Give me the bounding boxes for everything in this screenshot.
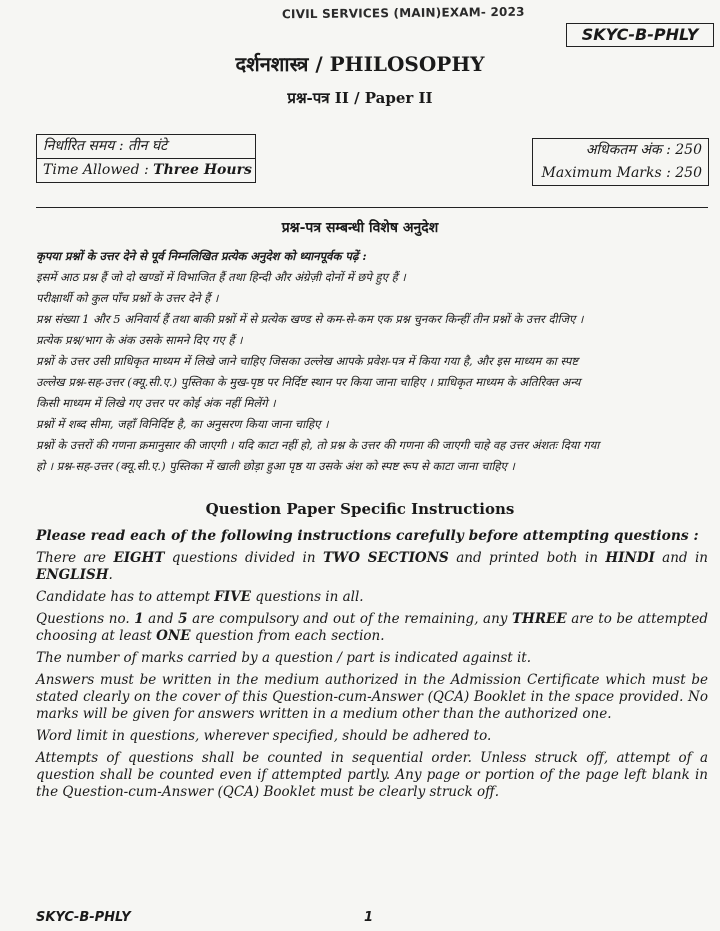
hindi-instruction-line: परीक्षार्थी को कुल पाँच प्रश्नों के उत्तर देने हैं ।	[36, 291, 219, 305]
english-instruction-item: Attempts of questions shall be counted in sequential order. Unless struck off, attempt of a question shall be counted even if attempted partly. Any page or portion of the page left blank in the Question-cum-Answer (QCA) Booklet must be clearly struck off.	[36, 750, 708, 800]
time-allowed-box	[36, 134, 256, 183]
english-instructions-heading: Question Paper Specific Instructions	[205, 500, 515, 518]
time-allowed-hindi: निर्धारित समय : तीन घंटे	[43, 138, 168, 154]
english-instruction-intro: Please read each of the following instructions carefully before attempting questions :	[36, 528, 699, 544]
time-allowed-english	[37, 158, 255, 182]
hindi-instructions	[36, 246, 710, 477]
english-instruction-item: Questions no. 1 and 5 are compulsory and out of the remaining, any THREE are to be attempted choosing at least ONE question from each section.	[36, 611, 708, 644]
maximum-marks-hindi: अधिकतम अंक : 250	[585, 142, 702, 158]
footer-paper-code: SKYC-B-PHLY	[36, 910, 131, 925]
subject-title: दर्शनशास्त्र / PHILOSOPHY	[235, 52, 485, 76]
english-instructions	[36, 528, 708, 806]
paper-code-box: SKYC-B-PHLY	[566, 23, 714, 47]
hindi-instruction-line: प्रश्नों के उत्तरों की गणना क्रमानुसार की जाएगी । यदि काटा नहीं हो, तो प्रश्न के उत्तर की गणना की जाएगी चाहे वह उत्तर अंशतः दिया गया	[36, 438, 600, 452]
hindi-instruction-line: कृपया प्रश्नों के उत्तर देने से पूर्व निम्नलिखित प्रत्येक अनुदेश को ध्यानपूर्वक पढ़ें :	[36, 249, 367, 263]
english-instruction-item: The number of marks carried by a question / part is indicated against it.	[36, 650, 532, 666]
english-instruction-item: There are EIGHT questions divided in TWO SECTIONS and printed both in HINDI and in ENGLISH.	[36, 550, 708, 583]
time-allowed-label: Time Allowed :	[43, 162, 154, 178]
header-divider	[36, 207, 708, 208]
hindi-instruction-line: प्रश्नों के उत्तर उसी प्राधिकृत माध्यम में लिखे जाने चाहिए जिसका उल्लेख आपके प्रवेश-पत्र में किया गया है, और इस माध्यम का स्पष्ट	[36, 354, 579, 368]
hindi-instruction-line: प्रश्नों में शब्द सीमा, जहाँ विनिर्दिष्ट है, का अनुसरण किया जाना चाहिए ।	[36, 417, 329, 431]
page-number: 1	[364, 910, 374, 925]
hindi-instruction-line: इसमें आठ प्रश्न हैं जो दो खण्डों में विभाजित हैं तथा हिन्दी और अंग्रेज़ी दोनों में छपे हुए हैं ।	[36, 270, 406, 284]
english-instruction-item: Candidate has to attempt FIVE questions in all.	[36, 589, 364, 605]
hindi-instruction-line: उल्लेख प्रश्न-सह-उत्तर (क्यू.सी.ए.) पुस्तिका के मुख-पृष्ठ पर निर्दिष्ट स्थान पर किया जाना चाहिए । प्राधिकृत माध्यम के अतिरिक्त अन्य	[36, 375, 581, 389]
hindi-instruction-line: हो । प्रश्न-सह-उत्तर (क्यू.सी.ए.) पुस्तिका में खाली छोड़ा हुआ पृष्ठ या उसके अंश को स्पष्ट रूप से काटा जाना चाहिए ।	[36, 459, 515, 473]
hindi-instruction-line: प्रत्येक प्रश्न/भाग के अंक उसके सामने दिए गए हैं ।	[36, 333, 243, 347]
exam-name-stamp: CIVIL SERVICES (MAIN)EXAM- 2023	[281, 4, 525, 22]
paper-number: प्रश्न-पत्र II / Paper II	[287, 89, 433, 107]
hindi-instruction-line: प्रश्न संख्या 1 और 5 अनिवार्य हैं तथा बाकी प्रश्नों में से प्रत्येक खण्ड से कम-से-कम एक प्रश्न चुनकर किन्हीं तीन प्रश्नों के उत्तर दीजिए ।	[36, 312, 584, 326]
time-allowed-value: Three Hours	[153, 162, 252, 178]
maximum-marks-box	[532, 138, 709, 186]
english-instruction-item: Word limit in questions, wherever specified, should be adhered to.	[36, 728, 492, 744]
maximum-marks-english: Maximum Marks : 250	[541, 165, 702, 181]
hindi-instructions-heading: प्रश्न-पत्र सम्बन्धी विशेष अनुदेश	[281, 220, 439, 236]
hindi-instruction-line: किसी माध्यम में लिखे गए उत्तर पर कोई अंक नहीं मिलेंगे ।	[36, 396, 276, 410]
english-instruction-item: Answers must be written in the medium authorized in the Admission Certificate which must be stated clearly on the cover of this Question-cum-Answer (QCA) Booklet in the space provided. No marks will be given for answers written in a medium other than the authorized one.	[36, 672, 708, 722]
